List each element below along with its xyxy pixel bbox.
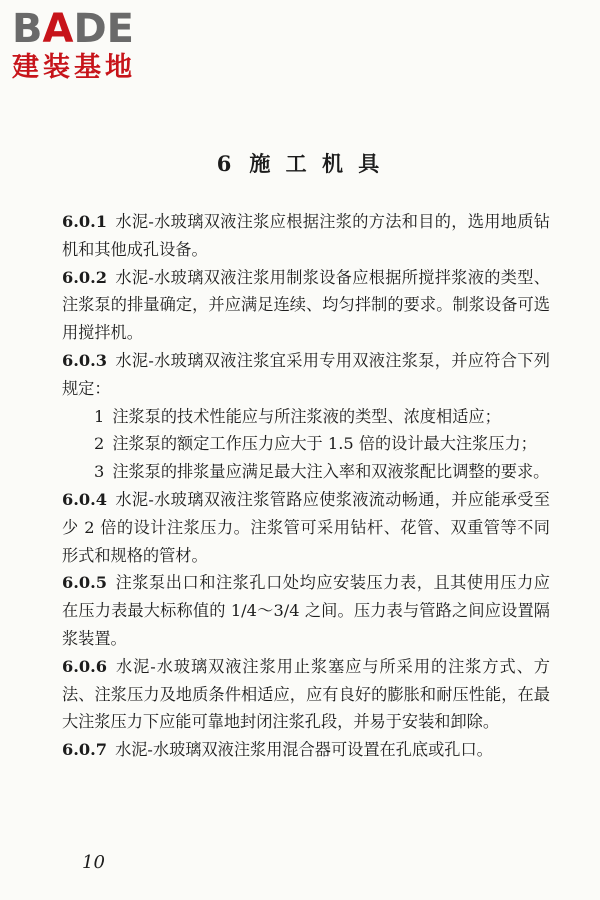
logo-letters-de: DE	[73, 6, 134, 52]
clause-text: 水泥-水玻璃双液注浆宜采用专用双液注浆泵，并应符合下列规定：	[62, 350, 550, 398]
item-text: 注浆泵的排浆量应满足最大注入率和双液浆配比调整的要求。	[112, 462, 550, 482]
clause-6-0-3-item-3	[62, 458, 550, 486]
clause-text: 水泥-水玻璃双液注浆管路应使浆液流动畅通，并应能承受至少 2 倍的设计注浆压力。注浆管可采用钻杆、花管、双重管等不同形式和规格的管材。	[62, 489, 550, 565]
clause-6-0-2	[62, 264, 550, 347]
clause-text: 水泥-水玻璃双液注浆应根据注浆的方法和目的，选用地质钻机和其他成孔设备。	[62, 212, 550, 259]
item-number: 2	[94, 434, 105, 454]
clause-6-0-3-item-1	[62, 403, 550, 431]
clause-text: 水泥-水玻璃双液注浆用止浆塞应与所采用的注浆方式、方法、注浆压力及地质条件相适应，应有良好的膨胀和耐压性能，在最大注浆压力下应能可靠地封闭注浆孔段，并易于安装和卸除。	[62, 656, 550, 732]
chapter-number: 6	[216, 151, 236, 176]
bade-logo	[12, 8, 172, 84]
clause-text: 水泥-水玻璃双液注浆用制浆设备应根据所搅拌浆液的类型、注浆泵的排量确定，并应满足连续、均匀拌制的要求。制浆设备可选用搅拌机。	[62, 267, 550, 343]
clause-number: 6.0.3	[62, 350, 108, 370]
item-number: 1	[94, 406, 105, 426]
clause-6-0-3-item-2	[62, 430, 550, 458]
clause-number: 6.0.7	[62, 740, 108, 760]
clause-number: 6.0.6	[62, 656, 108, 676]
clause-text: 水泥-水玻璃双液注浆用混合器可设置在孔底或孔口。	[115, 740, 493, 760]
clause-number: 6.0.4	[62, 489, 108, 509]
clause-6-0-6	[62, 653, 550, 736]
clause-6-0-5	[62, 569, 550, 652]
clause-number: 6.0.2	[62, 267, 108, 287]
logo-letter-a: A	[42, 6, 74, 52]
item-text: 注浆泵的额定工作压力应大于 1.5 倍的设计最大注浆压力；	[112, 434, 537, 454]
clause-6-0-3	[62, 347, 550, 403]
clause-6-0-1	[62, 208, 550, 264]
logo-wordmark	[12, 8, 172, 50]
logo-subtitle: 建装基地	[12, 52, 136, 83]
page-number: 10	[82, 852, 105, 873]
chapter-body	[62, 208, 550, 764]
item-number: 3	[94, 462, 105, 482]
clause-text: 注浆泵出口和注浆孔口处均应安装压力表，且其使用压力应在压力表最大标称值的 1/4～3/4 之间。压力表与管路之间应设置隔浆装置。	[62, 573, 550, 648]
logo-letter-b: B	[12, 6, 43, 52]
chapter-title-text: 施 工 机 具	[249, 151, 384, 176]
clause-number: 6.0.1	[62, 212, 108, 231]
clause-6-0-7	[62, 736, 550, 764]
item-text: 注浆泵的技术性能应与所注浆液的类型、浓度相适应；	[112, 406, 501, 426]
clause-number: 6.0.5	[62, 573, 108, 593]
chapter-title	[0, 148, 600, 178]
clause-6-0-4	[62, 486, 550, 569]
